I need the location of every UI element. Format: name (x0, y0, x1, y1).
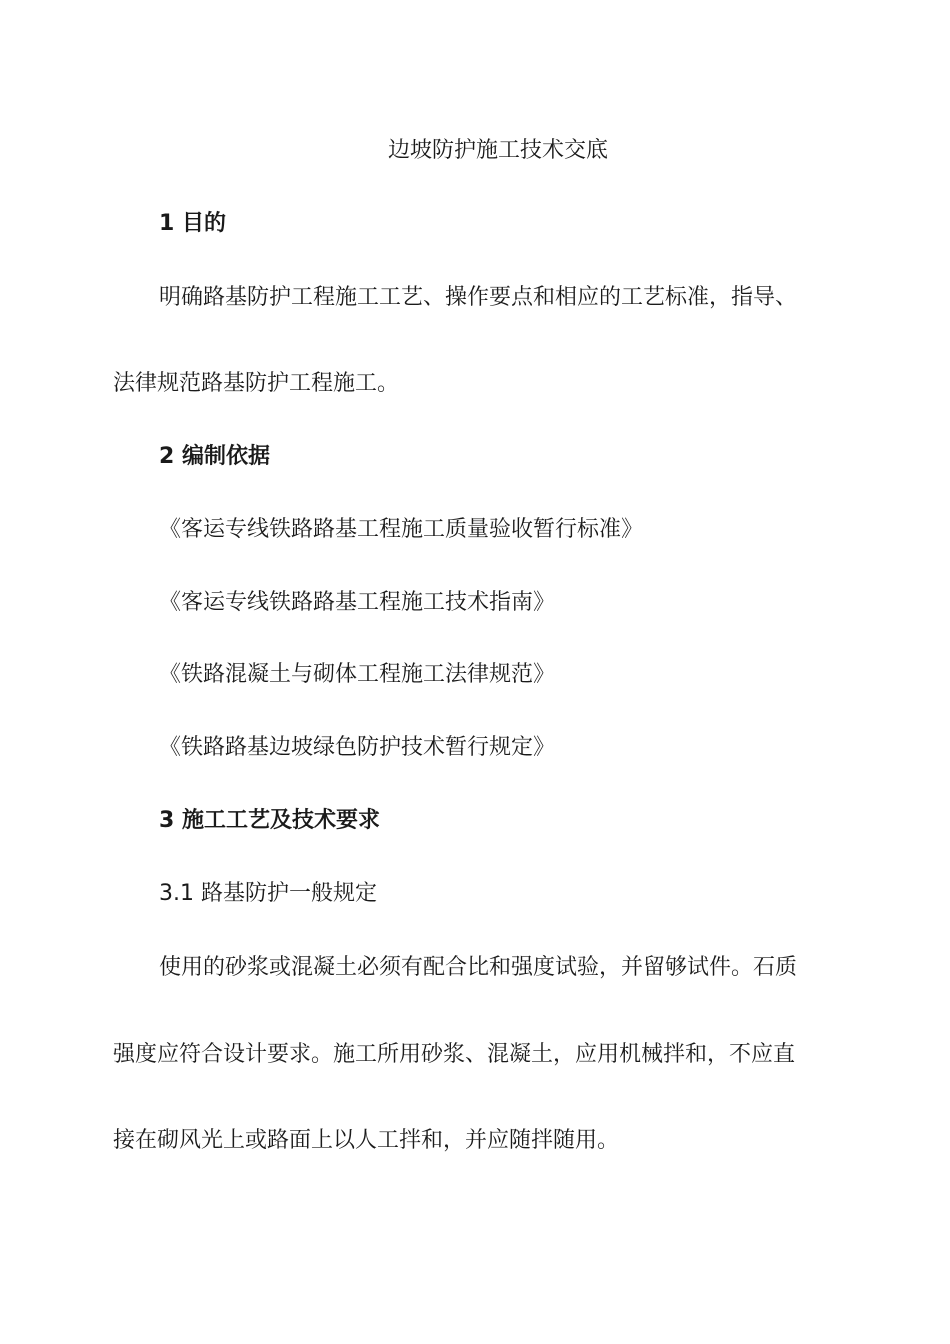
section-3-paragraph-line-1: 使用的砂浆或混凝土必须有配合比和强度试验，并留够试件。石质 (159, 955, 798, 980)
section-2-heading: 2 编制依据 (159, 444, 270, 469)
reference-item: 《客运专线铁路路基工程施工质量验收暂行标准》 (159, 517, 644, 542)
section-3-heading: 3 施工工艺及技术要求 (159, 808, 380, 833)
section-3-paragraph-line-2: 强度应符合设计要求。施工所用砂浆、混凝土，应用机械拌和，不应直 (113, 1042, 796, 1067)
section-1-paragraph-line-1: 明确路基防护工程施工工艺、操作要点和相应的工艺标准，指导、 (159, 285, 798, 310)
reference-item: 《客运专线铁路路基工程施工技术指南》 (159, 590, 556, 615)
reference-item: 《铁路混凝土与砌体工程施工法律规范》 (159, 662, 556, 687)
section-3-1-subheading: 3.1 路基防护一般规定 (159, 881, 377, 906)
section-1-heading: 1 目的 (159, 211, 226, 236)
section-1-paragraph-line-2: 法律规范路基防护工程施工。 (113, 371, 400, 396)
section-3-paragraph-line-3: 接在砌风光上或路面上以人工拌和，并应随拌随用。 (113, 1128, 620, 1153)
document-title: 边坡防护施工技术交底 (387, 138, 608, 163)
reference-item: 《铁路路基边坡绿色防护技术暂行规定》 (159, 735, 556, 760)
